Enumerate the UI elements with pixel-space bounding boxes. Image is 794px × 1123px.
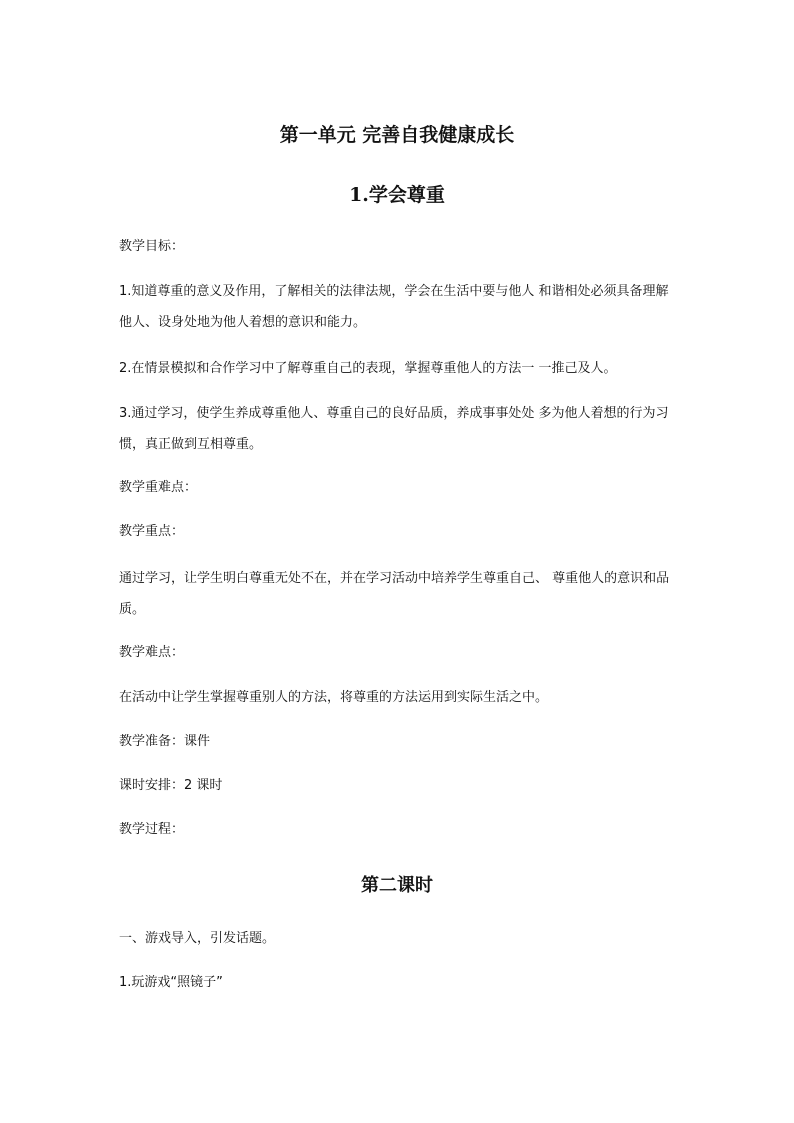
objectives-label: 教学目标： bbox=[119, 239, 185, 254]
section-1-heading: 一、游戏导入，引发话题。 bbox=[119, 931, 276, 946]
lesson-title: 1.学会尊重 bbox=[349, 184, 445, 206]
difficult-label: 教学难点： bbox=[119, 645, 185, 660]
key-points-text: 通过学习，让学生明白尊重无处不在，并在学习活动中培养学生尊重自己、 尊重他人的意识和品质。 bbox=[119, 571, 670, 617]
key-points-label: 教学重点： bbox=[119, 524, 185, 539]
preparation-line: 教学准备：课件 bbox=[119, 734, 211, 749]
key-difficult-label: 教学重难点： bbox=[119, 480, 198, 495]
objective-3: 3.通过学习，使学生养成尊重他人、尊重自己的良好品质，养成事事处处 多为他人着想的行为习惯，真正做到互相尊重。 bbox=[119, 406, 669, 452]
process-label: 教学过程： bbox=[119, 822, 185, 837]
item-1: 1.玩游戏“照镜子” bbox=[119, 975, 223, 990]
objective-2: 2.在情景模拟和合作学习中了解尊重自己的表现，掌握尊重他人的方法一 一推己及人。 bbox=[119, 361, 617, 376]
schedule-line: 课时安排：2 课时 bbox=[119, 778, 223, 793]
difficult-text: 在活动中让学生掌握尊重别人的方法，将尊重的方法运用到实际生活之中。 bbox=[119, 690, 549, 705]
unit-title: 第一单元 完善自我健康成长 bbox=[279, 124, 515, 146]
period-title: 第二课时 bbox=[361, 875, 433, 896]
objective-1: 1.知道尊重的意义及作用，了解相关的法律法规，学会在生活中要与他人 和谐相处必须具备理解他人、设身处地为他人着想的意识和能力。 bbox=[119, 284, 669, 330]
